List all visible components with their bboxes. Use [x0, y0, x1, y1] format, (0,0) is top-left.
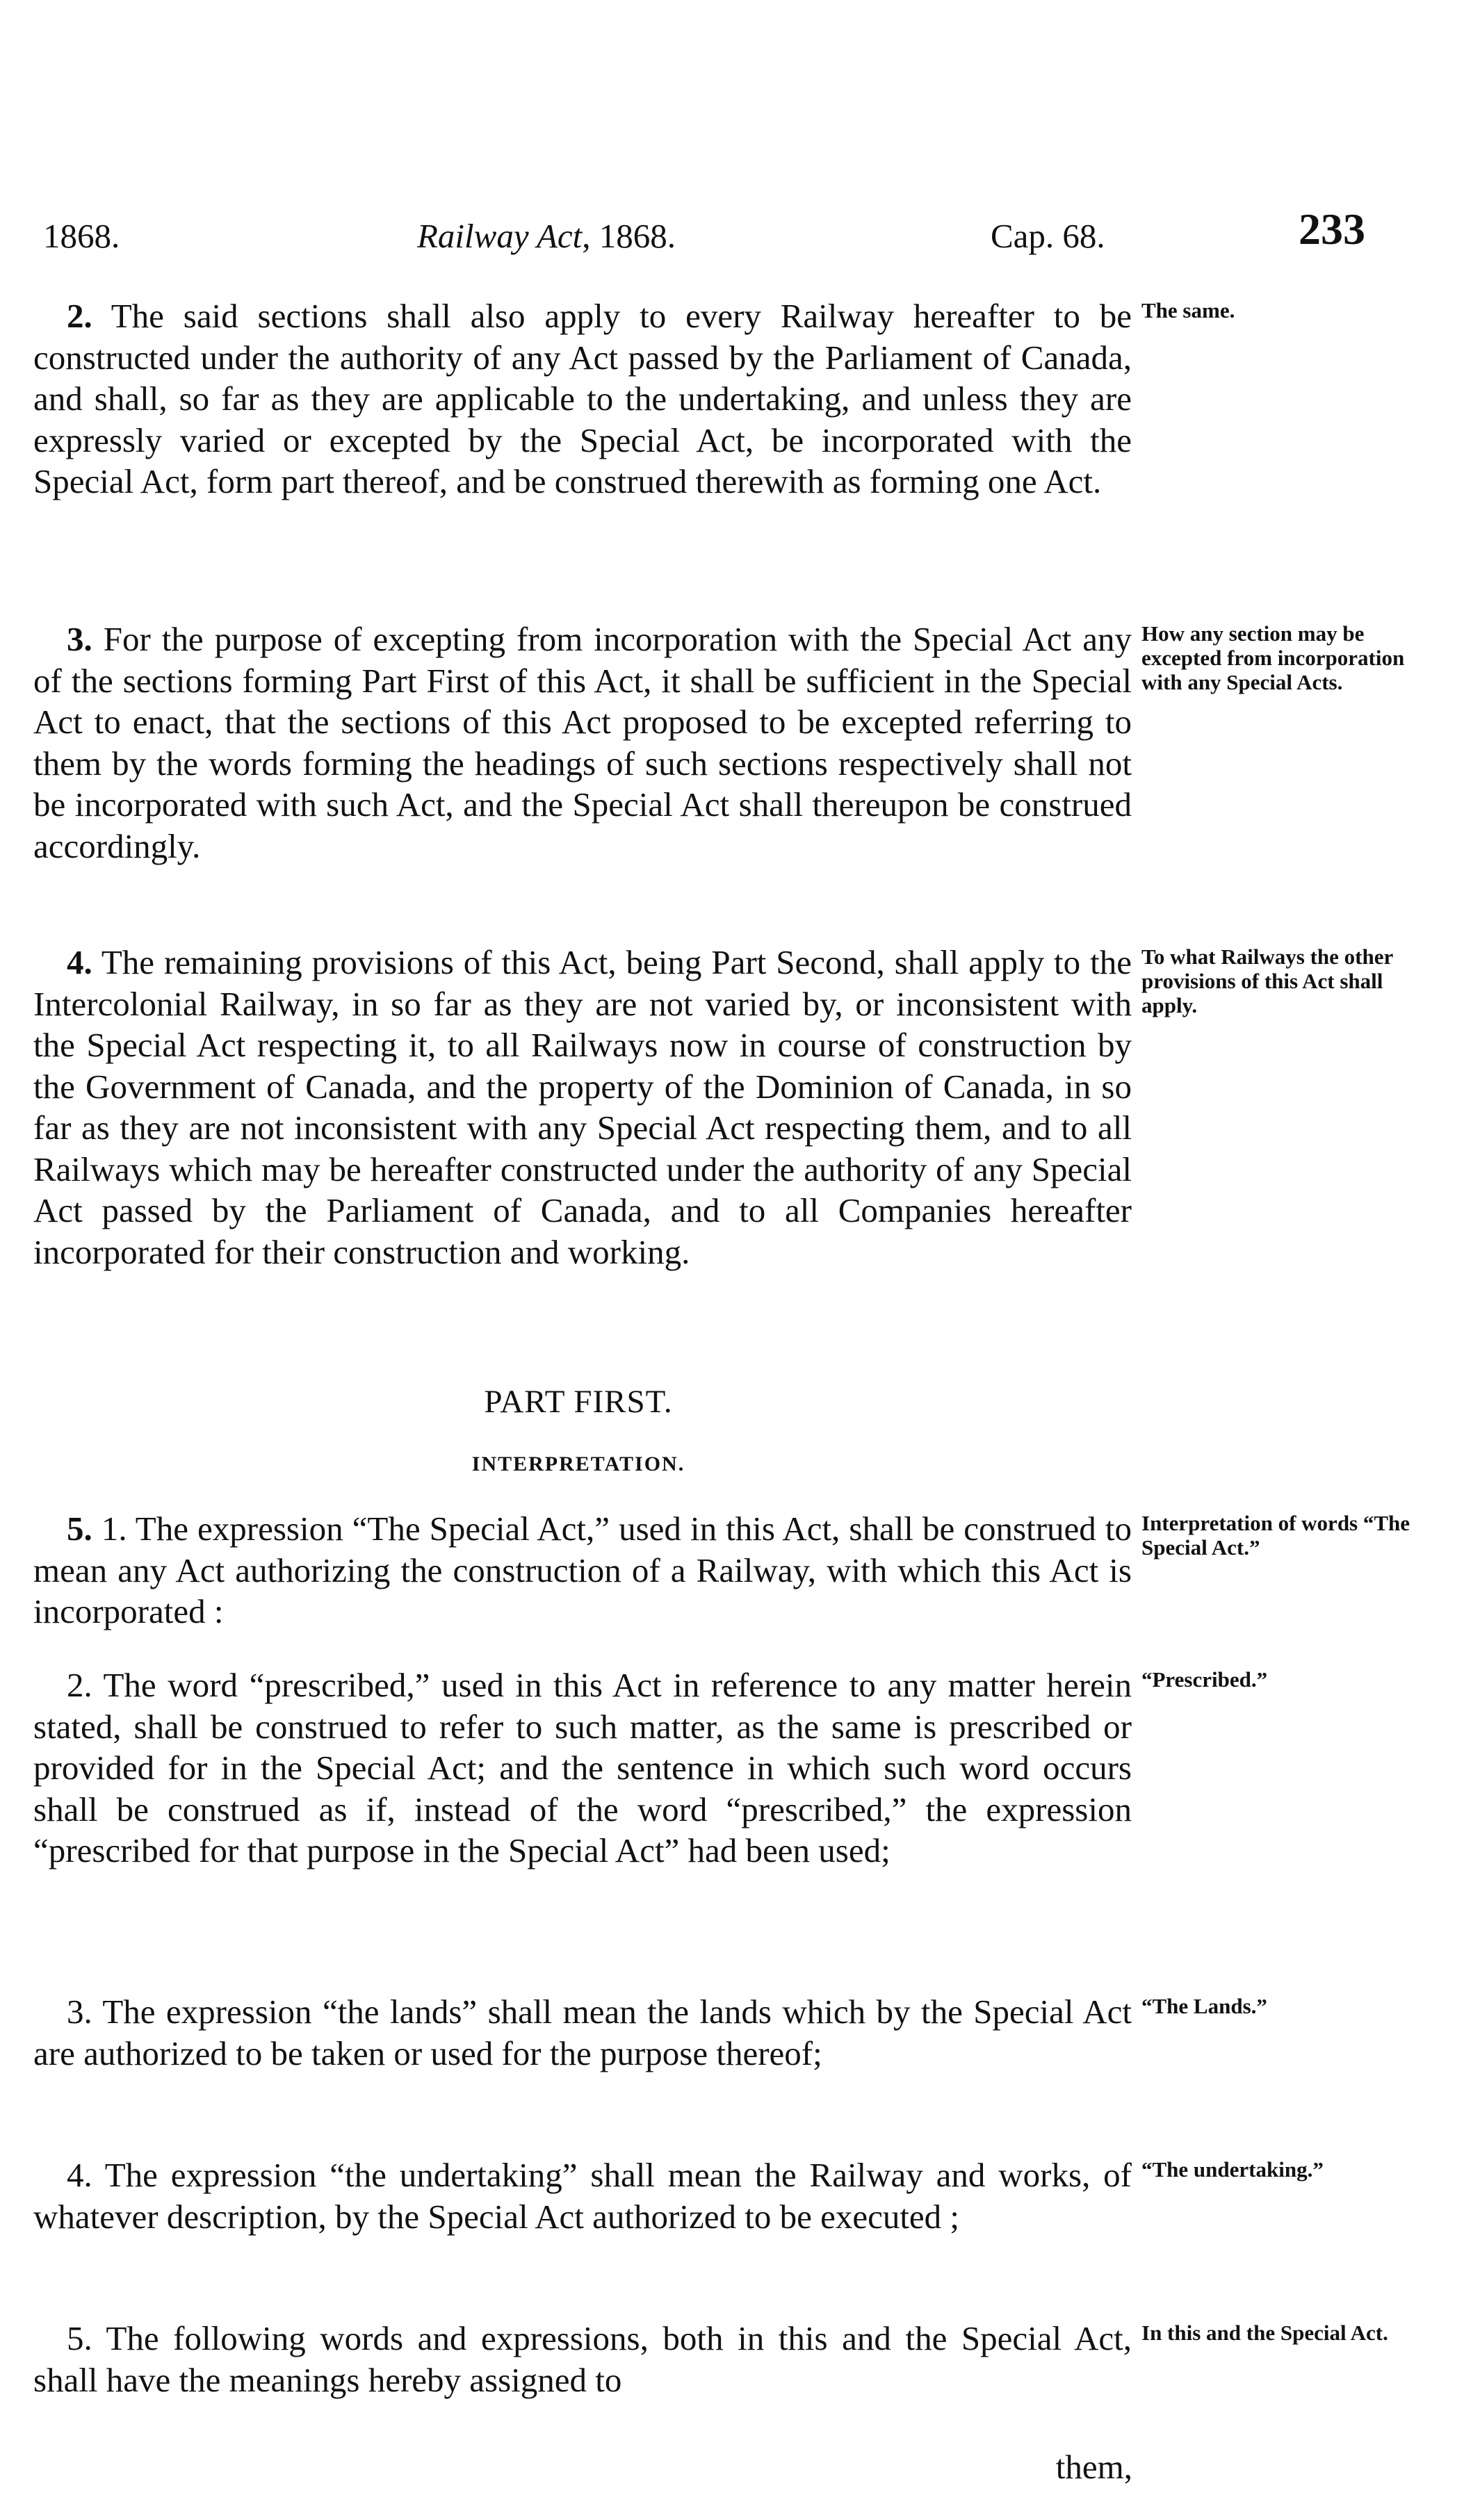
section-4	[33, 942, 1465, 1273]
marginal-note: In this and the Special Act.	[1141, 2321, 1388, 2345]
clause-text	[33, 1664, 1132, 1872]
section-body: For the purpose of excepting from incorporation with the Special Act any of the sections forming Part First of this Act, it shall be sufficient in the Special Act to enact, that the sections of this Act proposed to be excepted referring to them by the words forming the headings of such sections respectively shall not be incorporated with such Act, and the Special Act shall thereupon be construed accordingly.	[33, 620, 1132, 865]
clause-body: The expression “the undertaking” shall mean the Railway and works, of whatever description, by the Special Act authorized to be executed ;	[33, 2156, 1132, 2236]
section-5-5	[33, 2318, 1465, 2400]
clause-body: The expression “The Special Act,” used in this Act, shall be construed to mean any Act authorizing the construction of a Railway, with which this Act is incorporated :	[33, 1509, 1132, 1630]
running-header	[0, 204, 1480, 271]
section-body: The said sections shall also apply to every Railway hereafter to be constructed under the authority of any Act passed by the Parliament of Canada, and shall, so far as they are applicable to the undertaking, and unless they are expressly varied or excepted by the Special Act, be incorporated with the Special Act, form part thereof, and be construed therewith as forming one Act.	[33, 297, 1132, 500]
part-heading: PART FIRST.	[484, 1384, 673, 1420]
section-5-1	[33, 1508, 1465, 1633]
clause-text	[33, 1508, 1132, 1633]
header-title	[417, 215, 676, 257]
section-2	[33, 295, 1465, 502]
section-5-3	[33, 1991, 1465, 2074]
marginal-note: “The undertaking.”	[1141, 2157, 1324, 2182]
section-5-4	[33, 2154, 1465, 2237]
clause-number: 1.	[101, 1509, 127, 1548]
section-2-text	[33, 295, 1132, 502]
section-4-text	[33, 942, 1132, 1273]
marginal-note: “The Lands.”	[1141, 1994, 1267, 2018]
header-year: 1868.	[43, 217, 120, 255]
section-number: 3.	[67, 620, 92, 658]
section-number: 5.	[67, 1509, 92, 1548]
section-body: The remaining provisions of this Act, being Part Second, shall apply to the Intercolonial Railway, in so far as they are not varied by, or inconsistent with the Special Act respecting it, to all Railways now in course of construction by the Government of Canada, and the property of the Dominion of Canada, in so far as they are not inconsistent with any Special Act respecting them, and to all Railways which may be hereafter constructed under the authority of any Special Act passed by the Parliament of Canada, and to all Companies hereafter incorporated for their construction and working.	[33, 943, 1132, 1271]
header-chapter: Cap. 68.	[991, 217, 1105, 255]
marginal-note: How any section may be excepted from incorporation with any Special Acts.	[1141, 621, 1405, 694]
clause-number: 4.	[67, 2156, 92, 2194]
header-title-italic: Railway Act	[417, 217, 583, 255]
clause-body: The expression “the lands” shall mean the lands which by the Special Act are authorized to be taken or used for the purpose thereof;	[33, 1993, 1132, 2072]
section-number: 2.	[67, 297, 92, 335]
marginal-note: The same.	[1141, 298, 1235, 322]
clause-number: 5.	[67, 2319, 92, 2357]
section-3	[33, 619, 1465, 867]
header-title-rest: , 1868.	[582, 217, 676, 255]
clause-body: The word “prescribed,” used in this Act in reference to any matter herein stated, shall be construed to refer to such matter, as the same is prescribed or provided for in the Special Act; and the sentence in which such word occurs shall be construed as if, instead of the word “prescribed,” the expression “prescribed for that purpose in the Special Act” had been used;	[33, 1666, 1132, 1869]
clause-body: The following words and expressions, both in this and the Special Act, shall have the meanings hereby assigned to	[33, 2319, 1132, 2399]
clause-number: 3.	[67, 1993, 92, 2031]
clause-text	[33, 1991, 1132, 2074]
sub-heading: INTERPRETATION.	[471, 1453, 685, 1475]
section-5-2	[33, 1664, 1465, 1872]
clause-number: 2.	[67, 1666, 92, 1704]
catchword: them,	[1055, 2448, 1132, 2486]
page-number: 233	[1299, 204, 1365, 254]
marginal-note: To what Railways the other provisions of this Act shall apply.	[1141, 944, 1393, 1017]
marginal-note: “Prescribed.”	[1141, 1667, 1268, 1692]
section-3-text	[33, 619, 1132, 867]
clause-text	[33, 2318, 1132, 2400]
section-number: 4.	[67, 943, 92, 981]
clause-text	[33, 2154, 1132, 2237]
marginal-note: Interpretation of words “The Special Act.”	[1141, 1511, 1410, 1560]
